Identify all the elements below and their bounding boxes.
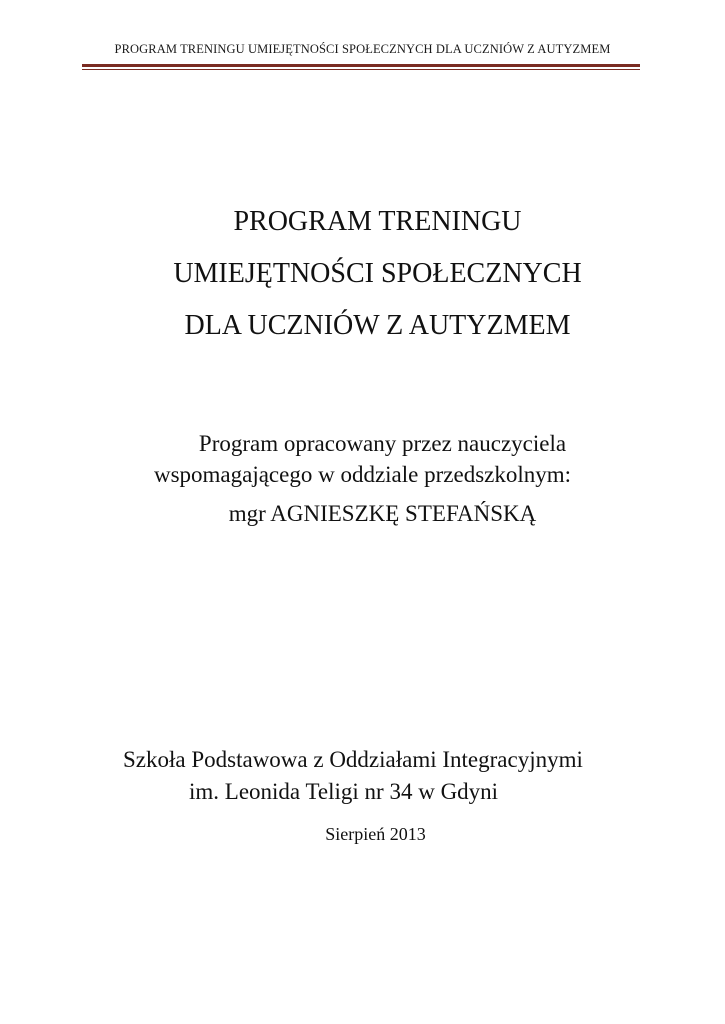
header-rule-thin [82, 69, 640, 70]
school-info [0, 744, 725, 808]
school-name: Szkoła Podstawowa z Oddziałami Integracyjnymi [123, 747, 583, 772]
author-line-1: Program opracowany przez nauczyciela [198, 431, 567, 456]
title-line-3: DLA UCZNIÓW Z AUTYZMEM [184, 310, 571, 341]
author-name: mgr AGNIESZKĘ STEFAŃSKĄ [228, 501, 537, 526]
title-line-2: UMIEJĘTNOŚCI SPOŁECZNYCH [173, 258, 582, 289]
title-line-1: PROGRAM TRENINGU [233, 206, 522, 237]
document-title [0, 196, 725, 352]
school-address: im. Leonida Teligi nr 34 w Gdyni [189, 779, 499, 804]
header-rule-thick [82, 64, 640, 67]
running-header: PROGRAM TRENINGU UMIEJĘTNOŚCI SPOŁECZNYCH DLA UCZNIÓW Z AUTYZMEM [114, 42, 611, 56]
author-statement [0, 428, 725, 529]
author-line-2: wspomagającego w oddziale przedszkolnym: [153, 462, 572, 487]
document-date: Sierpień 2013 [325, 824, 426, 844]
